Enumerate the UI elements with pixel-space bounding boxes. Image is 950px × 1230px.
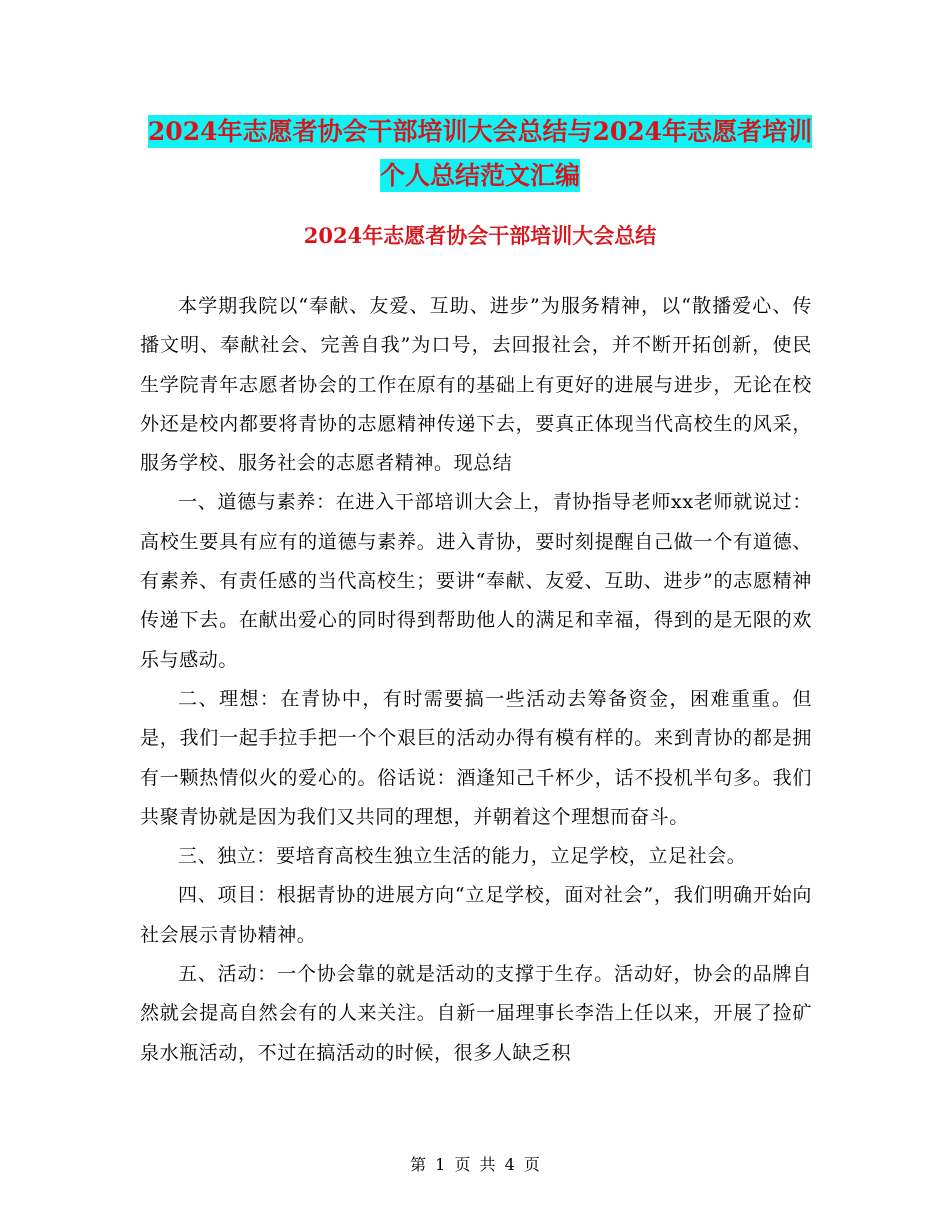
paragraph-projects: 四、项目：根据青协的进展方向“立足学校，面对社会”，我们明确开始向社会展示青协精神。 bbox=[140, 884, 812, 946]
document-title-text: 2024年志愿者协会干部培训大会总结与2024年志愿者培训个人总结范文汇编 bbox=[147, 117, 813, 190]
page-number-footer: 第 1 页 共 4 页 bbox=[410, 1155, 540, 1174]
document-title bbox=[140, 110, 820, 198]
paragraph-activities: 五、活动：一个协会靠的就是活动的支撑于生存。活动好，协会的品牌自然就会提高自然会有的人来关注。自新一届理事长李浩上任以来，开展了捡矿泉水瓶活动，不过在搞活动的时候，很多人缺乏积 bbox=[140, 963, 812, 1064]
section-title: 2024年志愿者协会干部培训大会总结 bbox=[303, 223, 657, 248]
paragraph-ideals: 二、理想：在青协中，有时需要搞一些活动去筹备资金，困难重重。但是，我们一起手拉手把一个个艰巨的活动办得有模有样的。来到青协的都是拥有一颗热情似火的爱心的。俗话说：酒逢知己千杯少，话不投机半句多。我们共聚青协就是因为我们又共同的理想，并朝着这个理想而奋斗。 bbox=[140, 687, 812, 828]
document-body bbox=[140, 287, 812, 1073]
paragraph-independence: 三、独立：要培育高校生独立生活的能力，立足学校，立足社会。 bbox=[178, 845, 747, 868]
paragraph-morality: 一、道德与素养：在进入干部培训大会上，青协指导老师xx老师就说过：高校生要具有应有的道德与素养。进入青协，要时刻提醒自己做一个有道德、有素养、有责任感的当代高校生；要讲“奉献、友爱、互助、进步”的志愿精神传递下去。在献出爱心的同时得到帮助他人的满足和幸福，得到的是无限的欢乐与感动。 bbox=[140, 491, 812, 671]
paragraph-intro: 本学期我院以“奉献、友爱、互助、进步”为服务精神，以“散播爱心、传播文明、奉献社会、完善自我”为口号，去回报社会，并不断开拓创新，使民生学院青年志愿者协会的工作在原有的基础上有更好的进展与进步，无论在校外还是校内都要将青协的志愿精神传递下去，要真正体现当代高校生的风采，服务学校、服务社会的志愿者精神。现总结 bbox=[140, 295, 812, 475]
